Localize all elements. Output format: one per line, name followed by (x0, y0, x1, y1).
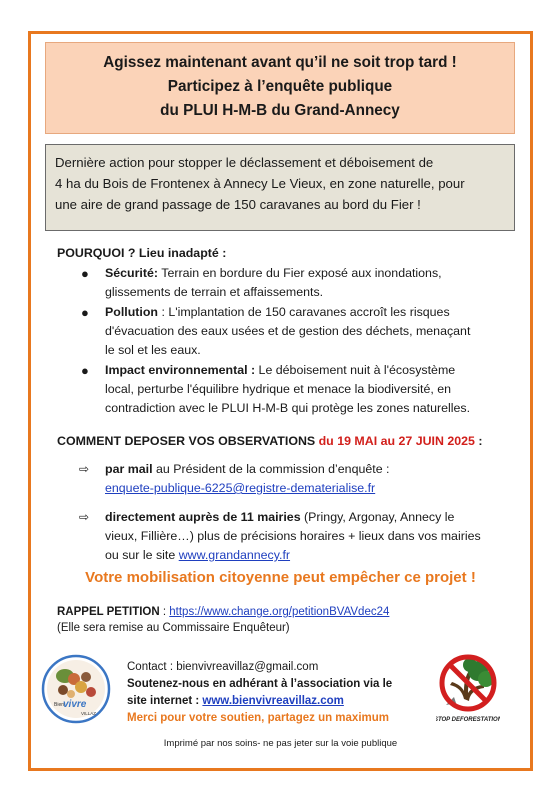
how-title: COMMENT DEPOSER VOS OBSERVATIONS du 19 MAI au 27 JUIN 2025 : (57, 434, 483, 448)
logo-small-text: Bien (54, 702, 65, 708)
list-item-pollution: ● Pollution : L'implantation de 150 caravanes accroît les risques d'évacuation des eaux usées et de gestion des déchets, menaçant le sol et les eaux. (81, 305, 471, 357)
petition-link[interactable]: https://www.change.org/petitionBVAVdec24 (169, 606, 390, 618)
mobilisation-slogan: Votre mobilisation citoyenne peut empêcher ce projet ! (85, 569, 476, 586)
bullet-icon: ● (81, 305, 89, 320)
header-line-2: Participez à l’enquête publique (167, 78, 393, 95)
contact-email: Contact : bienvivreavillaz@gmail.com (127, 661, 319, 673)
bullet-label: Impact environnemental : (105, 363, 256, 377)
petition-note: (Elle sera remise au Commissaire Enquêteur) (57, 622, 290, 634)
list-item-mail: ⇨ par mail au Président de la commission d’enquête : enquete-publique-6225@registre-dematerialise.fr (79, 462, 390, 495)
dates: du 19 MAI au 27 JUIN 2025 (315, 434, 475, 448)
intro-line-2: 4 ha du Bois de Frontenex à Annecy Le Vieux, en zone naturelle, pour (55, 176, 465, 191)
why-title: POURQUOI ? Lieu inadapté : (57, 246, 227, 260)
footer-note: Imprimé par nos soins- ne pas jeter sur la voie publique (163, 738, 398, 749)
flyer-frame (28, 31, 533, 771)
list-item-mairies: ⇨ directement auprès de 11 mairies (Pringy, Argonay, Annecy le vieux, Fillière…) plus de précisions horaires + lieux dans vos mairies ou sur le site www.grandannecy.fr (79, 510, 481, 562)
list-item-securite: ● Sécurité: Terrain en bordure du Fier exposé aux inondations, glissements de terrain et affaissements. (81, 266, 442, 299)
bullet-label: Pollution (105, 305, 158, 319)
intro-box (45, 144, 515, 231)
header-box (45, 42, 515, 134)
bullet-icon: ● (81, 363, 89, 378)
stop-deforestation-text: STOP DEFORESTATION (436, 717, 500, 723)
intro-line-3: une aire de grand passage de 150 caravanes au bord du Fier ! (55, 197, 421, 212)
email-link[interactable]: enquete-publique-6225@registre-dematerialise.fr (105, 481, 376, 495)
arrow-right-icon: ⇨ (79, 510, 90, 524)
petition-block: RAPPEL PETITION : https://www.change.org/petitionBVAVdec24 (Elle sera remise au Commissaire Enquêteur) (57, 606, 390, 634)
arrow-right-icon: ⇨ (79, 462, 90, 476)
header-line-3: du PLUI H-M-B du Grand-Annecy (160, 102, 400, 119)
header-line-1: Agissez maintenant avant qu’il ne soit trop tard ! (103, 54, 457, 71)
bullet-label: Sécurité: (105, 266, 159, 280)
how-list (79, 460, 509, 575)
why-list (79, 264, 509, 419)
association-link[interactable]: www.bienvivreavillaz.com (202, 695, 344, 707)
list-item-impact: ● Impact environnemental : Le déboisement nuit à l'écosystème local, perturbe l'équilibre hydrique et menace la biodiversité, en contradiction avec le PLUI H-M-B qui protège les zones naturelles. (81, 363, 471, 415)
bullet-icon: ● (81, 266, 89, 281)
bien-vivre-villaz-logo (41, 654, 111, 724)
contact-block: Contact : bienvivreavillaz@gmail.com Soutenez-nous en adhérant à l’association via le site internet : www.bienvivreavillaz.com Merci pour votre soutien, partagez un maximum (127, 661, 393, 724)
stop-deforestation-icon (436, 651, 500, 727)
website-link[interactable]: www.grandannecy.fr (178, 548, 291, 562)
logo-place: VILLAZ (81, 711, 97, 716)
intro-line-1: Dernière action pour stopper le déclassement et déboisement de (55, 155, 434, 170)
logo-word: vivre (63, 699, 87, 710)
